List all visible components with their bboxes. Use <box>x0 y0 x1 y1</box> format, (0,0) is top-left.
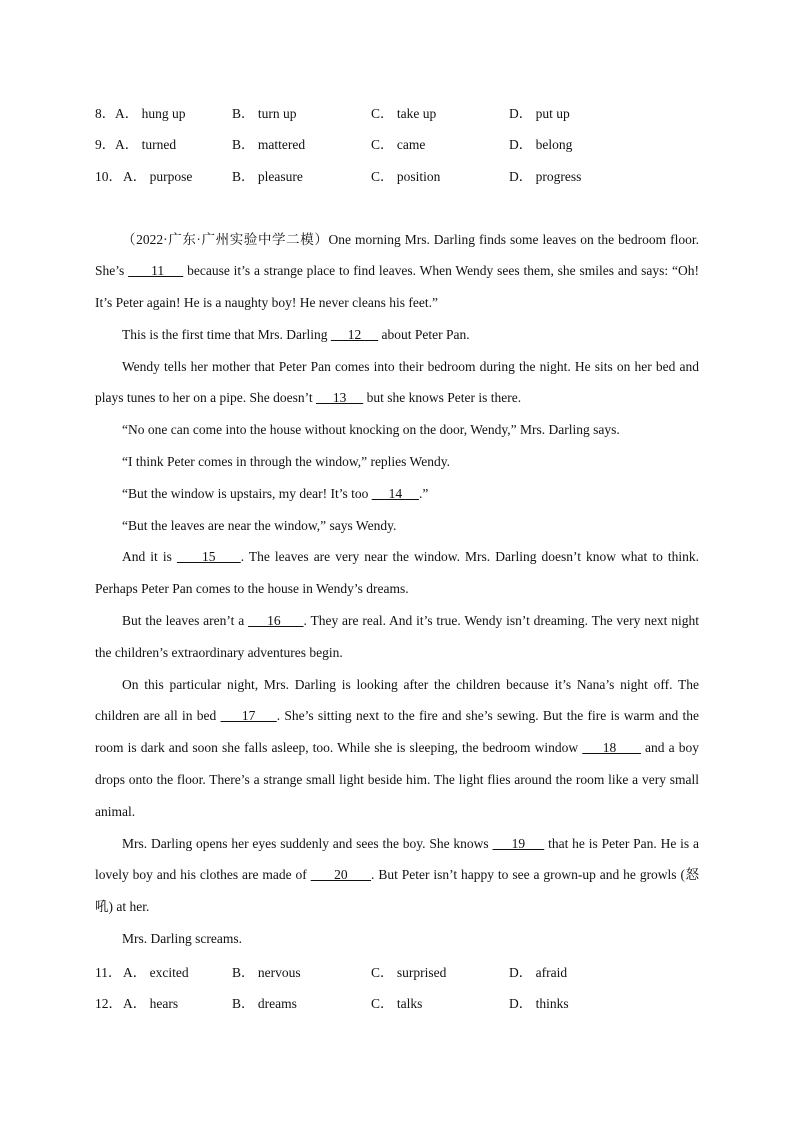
question-number: 11． <box>95 964 122 980</box>
question-number: 12． <box>95 996 122 1012</box>
options-block-bottom <box>95 955 699 1018</box>
blank-17: 17 <box>220 708 277 724</box>
option-b: B． dreams <box>232 996 297 1012</box>
blank-13: 13 <box>315 390 364 406</box>
option-a: A． purpose <box>123 168 193 184</box>
paragraph: （2022·广东·广州实验中学二模）One morning Mrs. Darling finds some leaves on the bedroom floor. She’s 11 because it’s a strange place to find leaves. When Wendy sees them, she smiles and says: “Oh! It’s Peter again! He is a naughty boy! He never cleans his feet.” <box>95 231 700 311</box>
question-row <box>95 986 699 1018</box>
paragraph: And it is 15 . The leaves are very near the window. Mrs. Darling doesn’t know what to think. Perhaps Peter Pan comes to the house in Wendy’s dreams. <box>95 549 699 597</box>
option-a: A． turned <box>115 137 177 153</box>
blank-18: 18 <box>582 740 641 756</box>
option-c: C． position <box>371 168 441 184</box>
paragraph: On this particular night, Mrs. Darling is looking after the children because it’s Nana’s night off. The children are all in bed 17 . She’s sitting next to the fire and she’s sewing. But the fire is warm and the room is dark and soon she falls asleep, too. While she is sleeping, the bedroom window 18 and a boy drops onto the floor. There’s a strange small light beside him. The light flies around the room like a very small animal. <box>95 676 700 819</box>
paragraph: This is the first time that Mrs. Darling 12 about Peter Pan. <box>122 326 470 342</box>
option-a: A． hung up <box>115 105 186 121</box>
option-d: D． afraid <box>509 964 568 980</box>
option-d: D． progress <box>509 168 582 184</box>
option-b: B． turn up <box>232 105 297 121</box>
option-a: A． excited <box>123 964 189 980</box>
question-number: 8． <box>95 105 116 121</box>
option-c: C． talks <box>371 996 423 1012</box>
question-number: 9． <box>95 137 116 153</box>
question-number: 10． <box>95 168 122 184</box>
option-b: B． pleasure <box>232 168 303 184</box>
paragraph: “But the window is upstairs, my dear! It’s too 14 .” <box>122 485 429 501</box>
blank-12: 12 <box>330 326 379 342</box>
question-row <box>95 128 699 160</box>
option-d: D． thinks <box>509 996 569 1012</box>
paragraph: Mrs. Darling opens her eyes suddenly and sees the boy. She knows 19 that he is Peter Pan. He is a lovely boy and his clothes are made of 20 . But Peter isn’t happy to see a grown-up and he growls (怒吼) at her. <box>95 835 699 915</box>
blank-16: 16 <box>248 613 304 629</box>
paragraph: But the leaves aren’t a 16 . They are real. And it’s true. Wendy isn’t dreaming. The very next night the children’s extraordinary adventures begin. <box>95 613 700 660</box>
reading-passage <box>95 224 699 955</box>
blank-20: 20 <box>310 867 372 883</box>
paragraph: “But the leaves are near the window,” says Wendy. <box>122 517 397 533</box>
worksheet-page <box>95 96 699 1018</box>
blank-11: 11 <box>128 263 184 279</box>
blank-14: 14 <box>371 485 419 501</box>
paragraph: Wendy tells her mother that Peter Pan comes into their bedroom during the night. He sits on her bed and plays tunes to her on a pipe. She doesn’t 13 but she knows Peter is there. <box>95 358 699 406</box>
option-c: C． take up <box>371 105 437 121</box>
question-row <box>95 159 699 191</box>
option-d: D． put up <box>509 105 570 121</box>
source-label: （2022·广东·广州实验中学二模） <box>122 231 329 247</box>
option-c: C． surprised <box>371 964 447 980</box>
paragraph: Mrs. Darling screams. <box>122 931 242 947</box>
option-b: B． mattered <box>232 137 306 153</box>
option-a: A． hears <box>123 996 179 1012</box>
option-c: C． came <box>371 137 426 153</box>
question-row <box>95 955 699 987</box>
blank-15: 15 <box>176 549 241 565</box>
options-block-top <box>95 96 699 191</box>
question-row <box>95 96 699 128</box>
option-d: D． belong <box>509 137 573 153</box>
paragraph: “I think Peter comes in through the window,” replies Wendy. <box>122 454 450 470</box>
paragraph: “No one can come into the house without knocking on the door, Wendy,” Mrs. Darling says. <box>122 422 620 438</box>
blank-19: 19 <box>492 835 545 851</box>
option-b: B． nervous <box>232 964 301 980</box>
